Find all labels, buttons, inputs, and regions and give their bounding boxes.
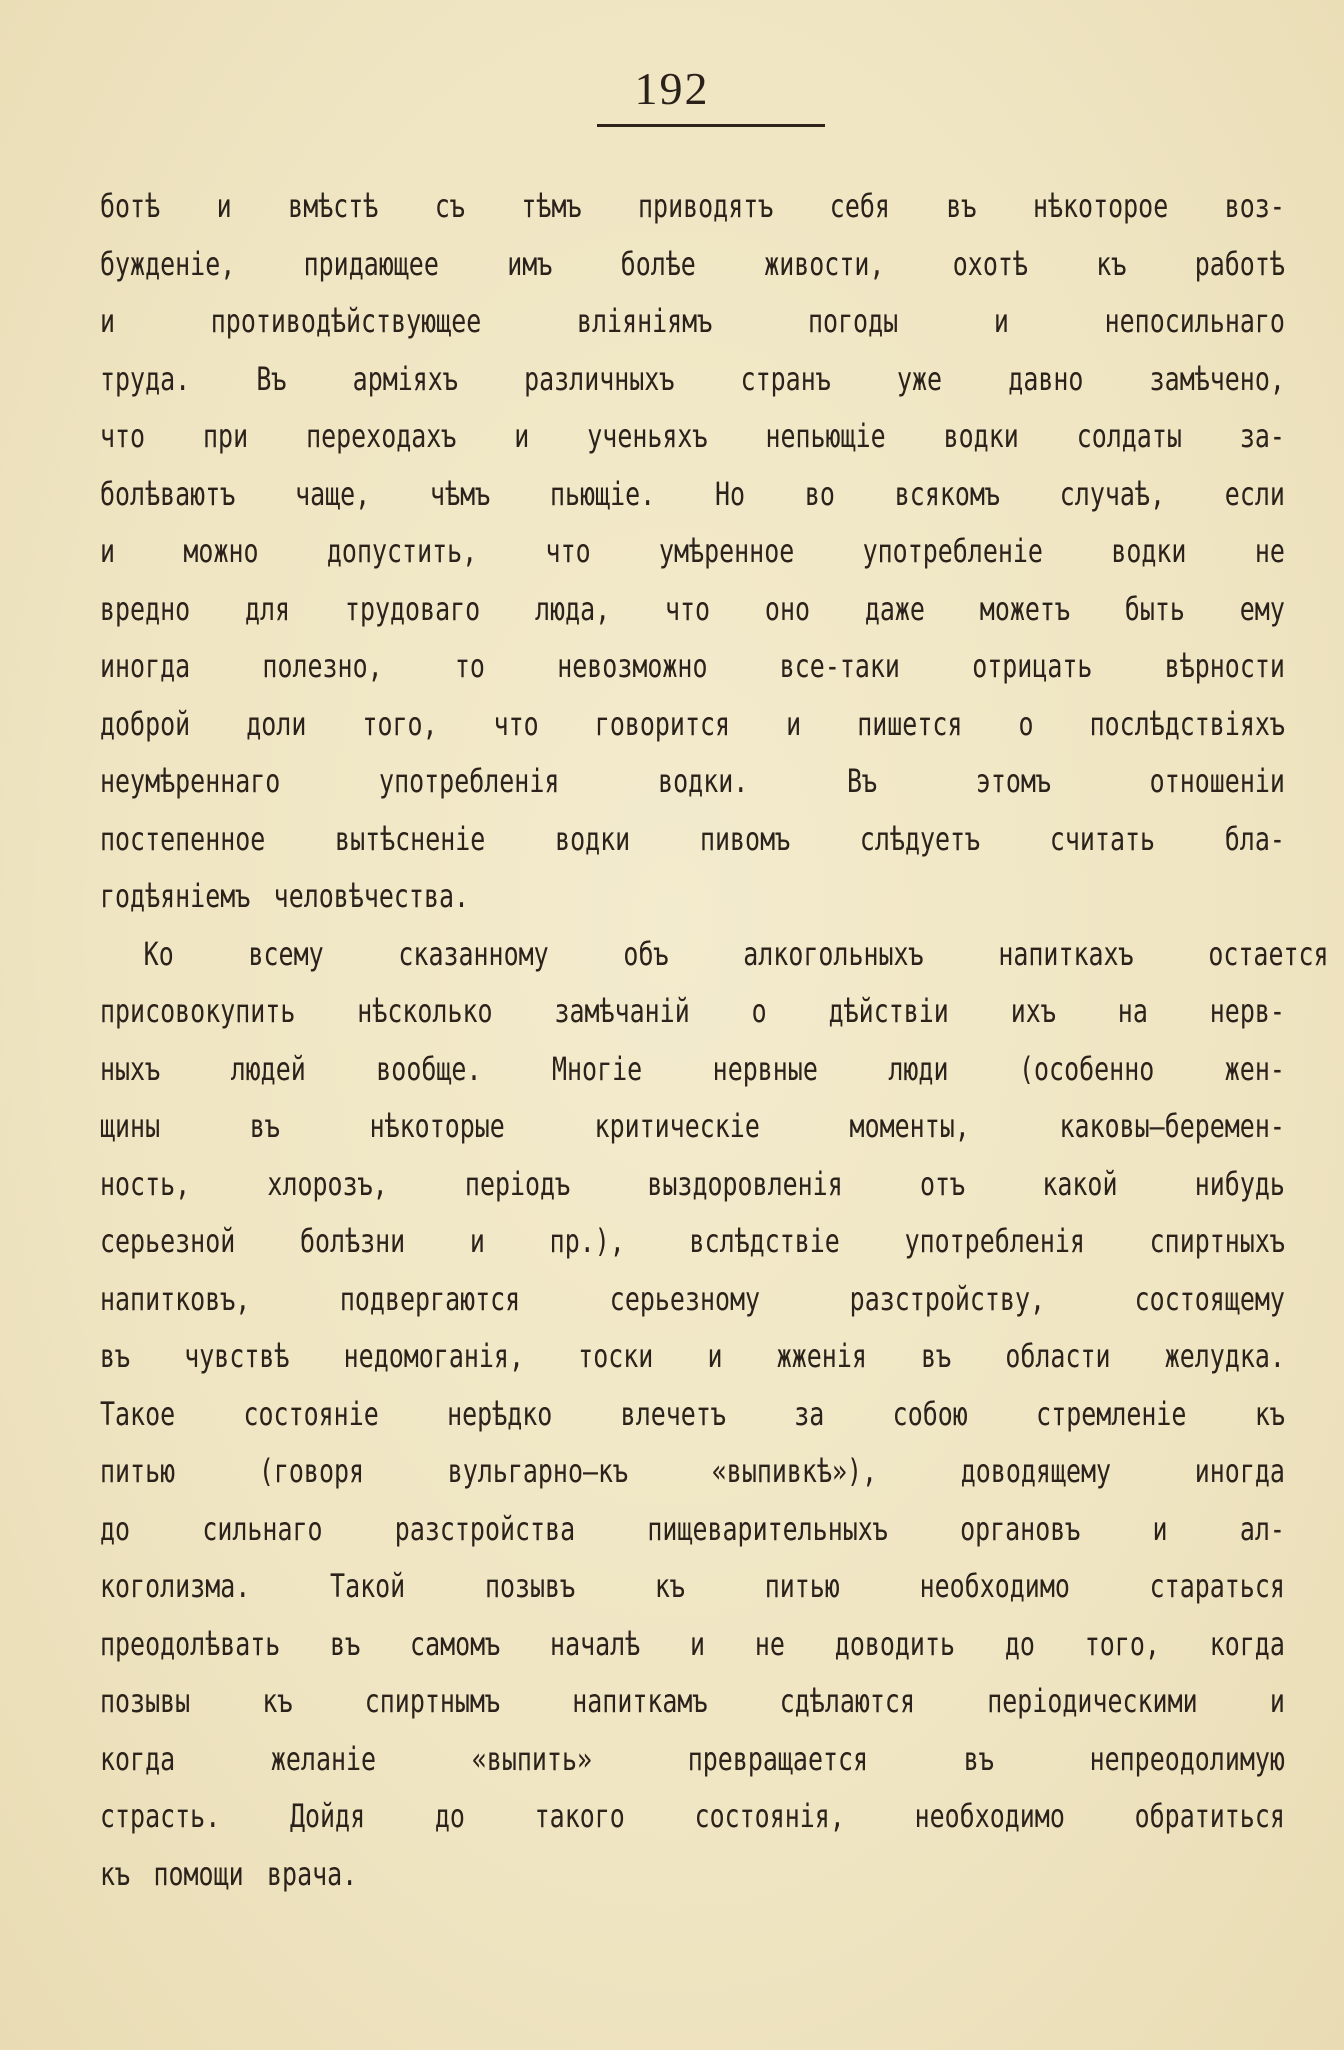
word: пьющіе. (549, 474, 656, 513)
word: во (804, 474, 835, 513)
text-line (100, 408, 1285, 466)
word: люди (888, 1049, 949, 1088)
word: того, (362, 704, 438, 743)
word: дѣйствіи (828, 992, 949, 1030)
text-line (100, 696, 1285, 754)
word: ныхъ (100, 1049, 161, 1088)
word: пишется (857, 704, 963, 743)
word: нибудь (1194, 1164, 1285, 1203)
word: Въ (256, 359, 287, 398)
word: что (545, 532, 591, 570)
word: къ (654, 1567, 685, 1605)
text-line (100, 868, 1285, 926)
word: страсть. (100, 1797, 221, 1835)
word: и (1269, 1682, 1285, 1720)
word: щины (100, 1107, 161, 1145)
word: годѣяніемъ (100, 877, 251, 915)
word: считать (1049, 819, 1156, 858)
word: всему (248, 934, 324, 973)
word: каковы—беремен- (1059, 1107, 1285, 1145)
text-line (100, 581, 1285, 639)
page-number-rule (597, 124, 825, 127)
word: если (1224, 474, 1285, 513)
text-line (100, 1788, 1285, 1846)
word: какой (1042, 1164, 1118, 1203)
word: не (1254, 532, 1285, 570)
word: живости, (764, 244, 885, 283)
text-line (100, 1846, 1285, 1904)
word: сказанному (398, 934, 549, 973)
word: спиртнымъ (364, 1682, 500, 1720)
text-line (100, 1443, 1285, 1501)
word: люда, (535, 589, 611, 628)
word: спиртныхъ (1149, 1222, 1285, 1260)
word: водки (1111, 532, 1187, 570)
word: даже (864, 589, 925, 628)
word: (говоря (258, 1452, 365, 1490)
word: необходимо (914, 1797, 1065, 1835)
word: и (100, 532, 116, 570)
word: недомоганія, (343, 1337, 524, 1375)
word: напитковъ, (100, 1279, 251, 1318)
word: тоски (578, 1337, 654, 1375)
text-line (100, 1098, 1285, 1156)
word: ему (1239, 589, 1285, 628)
word: употребленія (379, 762, 560, 800)
word: «выпить» (471, 1739, 593, 1778)
word: въ (963, 1739, 994, 1778)
word: труда. (100, 359, 191, 398)
word: имъ (507, 244, 553, 283)
word: доводящему (960, 1452, 1112, 1490)
word: замѣчено, (1149, 359, 1285, 398)
word: Въ (847, 762, 878, 800)
word: при (203, 417, 249, 455)
word: ал- (1239, 1509, 1285, 1548)
word: быть (1124, 589, 1185, 628)
word: и (469, 1222, 485, 1260)
word: нерв- (1209, 992, 1285, 1030)
word: вытѣсненіе (335, 819, 486, 858)
word: допустить, (326, 532, 478, 570)
word: вульгарно—къ (447, 1452, 629, 1490)
word: до (1004, 1624, 1035, 1663)
word: этомъ (975, 762, 1051, 800)
word: можетъ (979, 589, 1070, 628)
word: употребленіе (862, 532, 1043, 570)
word: въ (249, 1107, 280, 1145)
word: вмѣстѣ (288, 187, 379, 225)
word: непреодолимую (1089, 1739, 1285, 1778)
text-line (100, 1156, 1285, 1214)
word: всякомъ (894, 474, 1000, 513)
word: Такое (100, 1394, 176, 1433)
word: ихъ (1010, 992, 1056, 1030)
word: разстройству, (849, 1279, 1046, 1318)
text-line (100, 523, 1285, 581)
word: себя (829, 187, 890, 225)
word: уже (896, 359, 943, 398)
word: постепенное (100, 819, 266, 858)
word: доводить (834, 1624, 956, 1663)
word: въ (946, 187, 977, 225)
word: нервные (712, 1049, 818, 1088)
word: и (690, 1624, 706, 1663)
text-line (100, 926, 1329, 984)
word: самомъ (410, 1624, 501, 1663)
word: употребленія (904, 1222, 1085, 1260)
word: до (434, 1797, 465, 1835)
word: и (993, 302, 1009, 340)
word: Такой (330, 1567, 406, 1605)
word: того, (1084, 1624, 1160, 1663)
word: не (754, 1624, 785, 1663)
word: желаніе (270, 1739, 377, 1778)
word: непьющіе (765, 417, 886, 455)
word: приводятъ (638, 187, 774, 225)
word: что (665, 589, 711, 628)
word: охотѣ (952, 244, 1028, 283)
word: болѣзни (299, 1222, 406, 1260)
word: и (216, 187, 232, 225)
word: придающее (303, 244, 439, 283)
word: критическіе (594, 1107, 760, 1145)
word: въ (100, 1337, 131, 1375)
word: то (454, 647, 485, 685)
word: нѣкоторые (369, 1107, 505, 1145)
word: Многіе (551, 1049, 643, 1088)
word: съ (434, 187, 465, 225)
word: водки (555, 819, 631, 858)
word: состоящему (1134, 1279, 1285, 1318)
word: болѣваютъ (100, 474, 236, 513)
word: полезно, (262, 647, 383, 685)
word: началѣ (550, 1624, 641, 1663)
word: пр.), (549, 1222, 625, 1260)
page-number: 192 (634, 63, 710, 114)
word: жен- (1224, 1049, 1285, 1088)
text-line (100, 1041, 1285, 1099)
word: подвергаются (339, 1279, 521, 1318)
word: погоды (807, 302, 899, 340)
word: за- (1239, 417, 1285, 455)
word: противодѣйствующее (210, 302, 482, 340)
word: органовъ (960, 1509, 1081, 1548)
word: для (245, 589, 291, 628)
text-body (100, 178, 1329, 1903)
word: отношеніи (1149, 762, 1285, 800)
text-line (100, 351, 1285, 409)
word: такого (534, 1797, 625, 1835)
word: иногда (1194, 1452, 1285, 1490)
word: остается (1208, 934, 1329, 973)
text-line (100, 983, 1285, 1041)
text-line (100, 1731, 1285, 1789)
word: доли (246, 704, 307, 743)
word: ученьяхъ (587, 417, 708, 455)
word: влечетъ (620, 1394, 726, 1433)
word: въ (921, 1337, 952, 1375)
text-line (100, 1501, 1285, 1559)
word: серьезному (609, 1279, 761, 1318)
word: присовокупить (100, 992, 296, 1030)
text-line (100, 1271, 1285, 1329)
word: сильнаго (202, 1509, 323, 1548)
word: жженія (776, 1337, 867, 1375)
word: желудка. (1164, 1337, 1285, 1375)
word: трудоваго (344, 589, 481, 628)
word: о (751, 992, 767, 1030)
word: и (786, 704, 802, 743)
word: напиткахъ (998, 934, 1134, 973)
word: Ко (143, 934, 174, 973)
word: (особенно (1018, 1049, 1155, 1088)
word: вообще. (376, 1049, 482, 1088)
word: позывъ (484, 1567, 576, 1605)
word: на (1117, 992, 1148, 1030)
word: людей (230, 1049, 306, 1088)
word: позывы (100, 1682, 191, 1720)
word: что (100, 417, 146, 455)
word: невозможно (557, 647, 708, 685)
word: все-таки (779, 647, 900, 685)
word: чувствѣ (184, 1337, 290, 1375)
word: алкогольныхъ (743, 934, 924, 973)
word: пищеварительныхъ (647, 1509, 888, 1548)
word: къ (1254, 1394, 1285, 1433)
word: питью (100, 1452, 176, 1490)
word: тѣмъ (521, 187, 582, 225)
word: чаще, (295, 474, 371, 513)
word: состоянія, (694, 1797, 845, 1835)
word: къ (1096, 244, 1127, 283)
word: разстройства (394, 1509, 576, 1548)
word: и (514, 417, 530, 455)
word: когда (1209, 1624, 1285, 1663)
text-line (100, 236, 1285, 294)
word: нѣкоторое (1032, 187, 1169, 225)
word: водки. (658, 762, 749, 800)
word: пивомъ (699, 819, 791, 858)
word: превращается (687, 1739, 869, 1778)
word: бла- (1224, 819, 1285, 858)
word: чѣмъ (430, 474, 491, 513)
word: арміяхъ (352, 359, 458, 398)
word: врача. (267, 1854, 358, 1893)
word: замѣчаній (554, 992, 690, 1030)
word: объ (623, 934, 669, 973)
paragraph-1 (100, 178, 1285, 926)
word: говорится (594, 704, 731, 743)
word: къ (100, 1854, 131, 1893)
word: помощи (153, 1854, 244, 1893)
word: за (794, 1394, 825, 1433)
word: отъ (919, 1164, 966, 1203)
word: періодическими (987, 1682, 1198, 1720)
word: напиткамъ (572, 1682, 708, 1720)
word: воз- (1224, 187, 1285, 225)
word: вліяніямъ (576, 302, 713, 340)
text-line (100, 293, 1285, 351)
word: собою (892, 1394, 968, 1433)
word: и (100, 302, 116, 340)
word: водки (943, 417, 1019, 455)
word: о (1018, 704, 1034, 743)
word: что (493, 704, 539, 743)
word: стремленіе (1036, 1394, 1187, 1433)
word: оно (764, 589, 811, 628)
word: въ (330, 1624, 361, 1663)
word: различныхъ (524, 359, 675, 398)
text-line (100, 1616, 1285, 1674)
word: переходахъ (306, 417, 457, 455)
text-line (100, 1673, 1285, 1731)
word: обратиться (1134, 1797, 1285, 1835)
word: умѣренное (659, 532, 795, 570)
text-line (100, 1386, 1285, 1444)
word: необходимо (919, 1567, 1070, 1605)
text-line (100, 1213, 1285, 1271)
word: ботѣ (100, 187, 161, 225)
word: хлорозъ, (267, 1164, 388, 1203)
word: когда (100, 1739, 176, 1778)
word: питью (764, 1567, 840, 1605)
word: вредно (100, 589, 191, 628)
text-line (100, 178, 1285, 236)
word: нѣсколько (357, 992, 493, 1030)
word: болѣе (620, 244, 696, 283)
word: къ (262, 1682, 293, 1720)
word: слѣдуетъ (859, 819, 981, 858)
text-line (100, 1558, 1285, 1616)
word: преодолѣвать (100, 1624, 281, 1663)
word: состояніе (243, 1394, 379, 1433)
text-line (100, 466, 1285, 524)
word: вѣрности (1164, 647, 1285, 685)
word: отрицать (972, 647, 1093, 685)
word: неумѣреннаго (100, 762, 281, 800)
word: доброй (100, 704, 191, 743)
word: Дойдя (289, 1797, 366, 1835)
text-line (100, 1328, 1285, 1386)
word: ность, (100, 1164, 191, 1203)
word: можно (183, 532, 259, 570)
word: непосильнаго (1104, 302, 1285, 340)
paragraph-2 (100, 926, 1329, 1904)
word: бужденіе, (100, 244, 236, 283)
word: солдаты (1076, 417, 1182, 455)
word: періодъ (464, 1164, 571, 1203)
text-line (100, 638, 1285, 696)
text-line (100, 811, 1285, 869)
word: и (1152, 1509, 1168, 1548)
word: случаѣ, (1059, 474, 1165, 513)
word: коголизма. (100, 1567, 251, 1605)
word: Но (714, 474, 746, 513)
word: и (707, 1337, 723, 1375)
word: человѣчества. (273, 877, 470, 915)
word: до (100, 1509, 131, 1548)
text-line (100, 753, 1285, 811)
word: выздоровленія (647, 1164, 843, 1203)
word: давно (1008, 359, 1084, 398)
word: иногда (100, 647, 191, 685)
word: серьезной (100, 1222, 236, 1260)
word: вслѣдствіе (689, 1222, 840, 1260)
word: странъ (740, 359, 831, 398)
word: нерѣдко (447, 1394, 553, 1433)
word: моменты, (849, 1107, 970, 1145)
word: сдѣлаются (779, 1682, 915, 1720)
word: «выпивкѣ»), (711, 1452, 878, 1490)
word: послѣдствіяхъ (1089, 704, 1285, 743)
word: стараться (1149, 1567, 1285, 1605)
word: работѣ (1194, 244, 1285, 283)
word: области (1005, 1337, 1111, 1375)
